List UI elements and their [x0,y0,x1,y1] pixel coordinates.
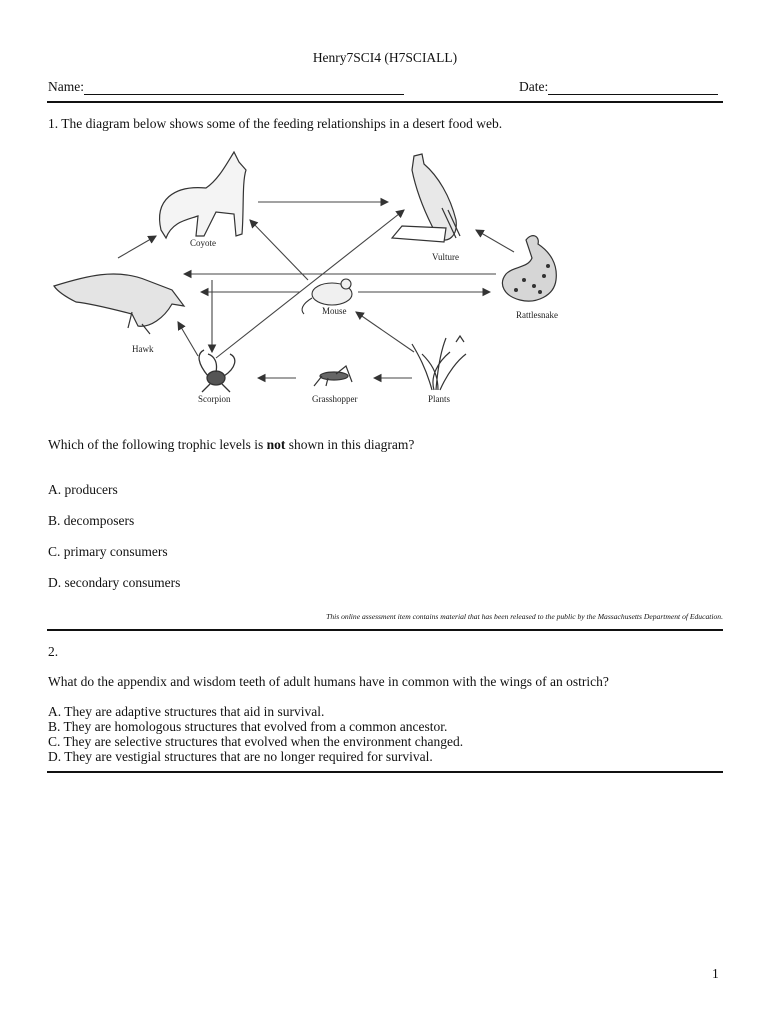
q2-question: What do the appendix and wisdom teeth of adult humans have in common with the wings of an ostrich? [48,674,609,689]
q2-divider [47,771,723,773]
plants-icon [412,336,466,390]
q1-footnote: This online assessment item contains material that has been released to the public by the Massachusetts Department of Education. [326,612,723,621]
hawk-icon [54,274,184,334]
header-divider [47,101,723,103]
date-label: Date: [519,79,549,94]
vulture-icon [392,154,460,242]
page-number: 1 [712,966,719,981]
label-plants: Plants [428,394,451,404]
name-blank[interactable] [84,80,404,95]
page-title: Henry7SCI4 (H7SCIALL) [312,50,458,65]
q1-question-bold: not [266,437,286,452]
q1-option-a[interactable]: A. producers [48,482,118,497]
q1-question-start: Which of the following trophic levels is [48,437,267,452]
grasshopper-icon [314,366,352,386]
q2-number: 2. [48,644,59,659]
q2-option-a[interactable]: A. They are adaptive structures that aid in survival. [48,704,325,719]
date-blank[interactable] [548,80,718,95]
q1-intro: 1. The diagram below shows some of the feeding relationships in a desert food web. [48,116,503,131]
name-label: Name: [48,79,84,94]
label-hawk: Hawk [132,344,154,354]
rattlesnake-icon [502,236,556,301]
food-web-diagram [46,140,586,410]
date-field [519,79,718,95]
label-mouse: Mouse [322,306,347,316]
label-vulture: Vulture [432,252,459,262]
scorpion-icon [199,350,235,392]
q1-option-d[interactable]: D. secondary consumers [48,575,181,590]
q2-option-c[interactable]: C. They are selective structures that evolved when the environment changed. [48,734,464,749]
label-rattlesnake: Rattlesnake [516,310,558,320]
label-grasshopper: Grasshopper [312,394,358,404]
coyote-icon [160,152,246,238]
label-coyote: Coyote [190,238,216,248]
q1-divider [47,629,723,631]
q1-question-end: shown in this diagram? [285,437,415,452]
label-scorpion: Scorpion [198,394,231,404]
q1-option-b[interactable]: B. decomposers [48,513,135,528]
q2-option-b[interactable]: B. They are homologous structures that evolved from a common ancestor. [48,719,448,734]
name-field [48,79,404,95]
q2-option-d[interactable]: D. They are vestigial structures that are no longer required for survival. [48,749,433,764]
q1-question [48,437,414,453]
q1-option-c[interactable]: C. primary consumers [48,544,168,559]
